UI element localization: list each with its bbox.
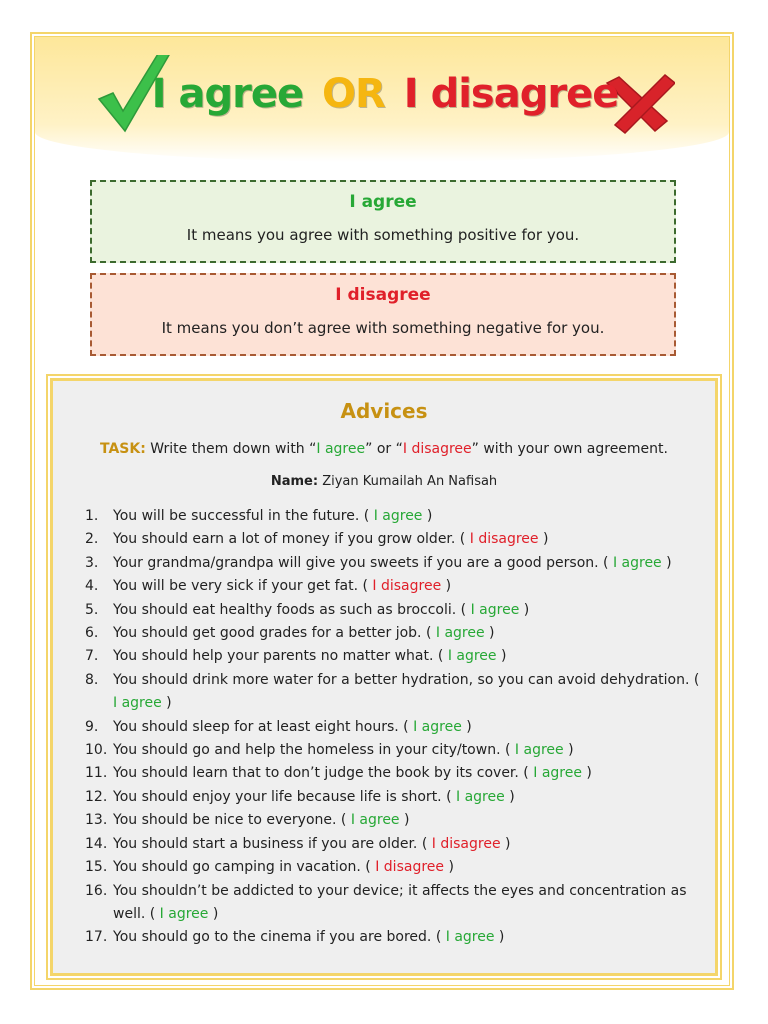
definition-agree-box	[90, 180, 676, 263]
list-item: 13. You should be nice to everyone. ( I agree )	[85, 809, 705, 832]
page-title	[95, 55, 675, 145]
task-label: TASK:	[100, 441, 146, 457]
list-item-answer: I agree	[413, 718, 462, 735]
list-item-text: You shouldn’t be addicted to your device; it affects the eyes and concentration as well.	[113, 882, 687, 922]
name-value: Ziyan Kumailah An Nafisah	[322, 474, 498, 489]
list-item-number: 14.	[85, 835, 108, 852]
list-item: 9. You should sleep for at least eight hours. ( I agree )	[85, 716, 705, 739]
advices-title: Advices	[340, 399, 428, 423]
list-item-answer: I agree	[514, 742, 564, 759]
list-item: 7. You should help your parents no matter what. ( I agree )	[85, 645, 705, 668]
list-item: 16. You shouldn’t be addicted to your device; it affects the eyes and concentration as well. ( I agree )	[85, 880, 705, 927]
list-item-answer: I agree	[350, 812, 400, 829]
list-item-answer: I agree	[373, 508, 423, 524]
list-item-text: You should go camping in vacation.	[113, 859, 361, 876]
list-item-text: You should get good grades for a better job.	[113, 625, 422, 642]
task-text-post: ” with your own agreement.	[471, 441, 668, 457]
list-item-number: 8.	[85, 671, 99, 688]
list-item-number: 1.	[85, 508, 99, 524]
list-item-number: 3.	[85, 554, 99, 571]
list-item-answer: I disagree	[469, 531, 539, 548]
list-item-answer: I agree	[159, 905, 209, 922]
list-item: 17. You should go to the cinema if you are bored. ( I agree )	[85, 926, 705, 949]
name-label: Name:	[270, 474, 319, 489]
list-item-text: You will be successful in the future.	[113, 508, 360, 524]
definition-agree-title: I agree	[349, 192, 417, 212]
list-item-text: You should be nice to everyone.	[113, 812, 337, 829]
list-item-number: 10.	[85, 742, 108, 759]
list-item-answer: I agree	[456, 788, 505, 805]
list-item-text: You should eat healthy foods as such as broccoli.	[113, 601, 457, 618]
list-item-answer: I agree	[612, 554, 662, 571]
list-item-text: You should learn that to don’t judge the book by its cover.	[113, 765, 519, 782]
list-item-answer: I disagree	[431, 835, 501, 852]
list-item-text: You should drink more water for a better hydration, so you can avoid dehydration.	[113, 671, 690, 688]
list-item-text: You should sleep for at least eight hours.	[113, 718, 399, 735]
list-item-number: 5.	[85, 601, 99, 618]
task-disagree: I disagree	[402, 441, 472, 457]
list-item: 8. You should drink more water for a better hydration, so you can avoid dehydration. ( I agree )	[85, 669, 705, 716]
list-item: 11. You should learn that to don’t judge the book by its cover. ( I agree )	[85, 762, 705, 785]
list-item-number: 12.	[85, 788, 108, 805]
list-item-number: 11.	[85, 765, 108, 782]
list-item-text: You should enjoy your life because life is short.	[113, 788, 442, 805]
definition-disagree-text: It means you don’t agree with something negative for you.	[161, 319, 605, 337]
definition-disagree-title: I disagree	[335, 285, 431, 305]
list-item-answer: I agree	[470, 601, 520, 618]
list-item-number: 2.	[85, 531, 99, 548]
list-item-number: 7.	[85, 648, 99, 665]
task-text-mid: ” or “	[365, 441, 403, 457]
title-text	[95, 71, 675, 117]
student-name	[53, 474, 715, 489]
list-item: 4. You will be very sick if your get fat. ( I disagree )	[85, 575, 705, 598]
list-item: 10. You should go and help the homeless in your city/town. ( I agree )	[85, 739, 705, 762]
list-item-number: 6.	[85, 625, 99, 642]
advice-list	[85, 505, 705, 950]
definition-agree-text: It means you agree with something positive for you.	[186, 226, 580, 244]
task-agree: I agree	[316, 441, 366, 457]
list-item-answer: I agree	[113, 695, 162, 712]
list-item-number: 15.	[85, 859, 108, 876]
list-item: 2. You should earn a lot of money if you grow older. ( I disagree )	[85, 528, 705, 551]
title-or: OR	[322, 71, 385, 117]
list-item-number: 13.	[85, 812, 108, 829]
list-item-text: You should start a business if you are older.	[113, 835, 418, 852]
list-item-text: You should go to the cinema if you are bored.	[113, 929, 432, 946]
task-instruction	[53, 441, 715, 457]
list-item-text: You will be very sick if your get fat.	[113, 578, 359, 595]
list-item-text: You should help your parents no matter what.	[113, 648, 434, 665]
list-item-answer: I agree	[435, 625, 485, 642]
list-item-answer: I agree	[447, 648, 497, 665]
advices-box	[50, 378, 718, 976]
list-item: 1. You will be successful in the future. ( I agree )	[85, 505, 705, 528]
list-item: 12. You should enjoy your life because life is short. ( I agree )	[85, 786, 705, 809]
list-item-answer: I disagree	[372, 578, 442, 595]
list-item-number: 9.	[85, 718, 99, 735]
list-item-number: 4.	[85, 578, 99, 595]
list-item: 3. Your grandma/grandpa will give you sweets if you are a good person. ( I agree )	[85, 552, 705, 575]
list-item-text: Your grandma/grandpa will give you sweets if you are a good person.	[113, 554, 599, 571]
list-item: 6. You should get good grades for a better job. ( I agree )	[85, 622, 705, 645]
list-item-answer: I agree	[445, 929, 495, 946]
title-disagree: I disagree	[403, 71, 619, 117]
list-item-text: You should earn a lot of money if you grow older.	[113, 531, 456, 548]
list-item: 5. You should eat healthy foods as such as broccoli. ( I agree )	[85, 599, 705, 622]
list-item-number: 16.	[85, 882, 108, 899]
list-item: 15. You should go camping in vacation. ( I disagree )	[85, 856, 705, 879]
title-agree: I agree	[151, 71, 304, 117]
list-item-number: 17.	[85, 929, 108, 946]
list-item-answer: I agree	[533, 765, 582, 782]
list-item: 14. You should start a business if you are older. ( I disagree )	[85, 833, 705, 856]
task-text-pre: Write them down with “	[150, 441, 317, 457]
list-item-answer: I disagree	[375, 859, 445, 876]
definition-disagree-box	[90, 273, 676, 356]
list-item-text: You should go and help the homeless in your city/town.	[113, 742, 501, 759]
